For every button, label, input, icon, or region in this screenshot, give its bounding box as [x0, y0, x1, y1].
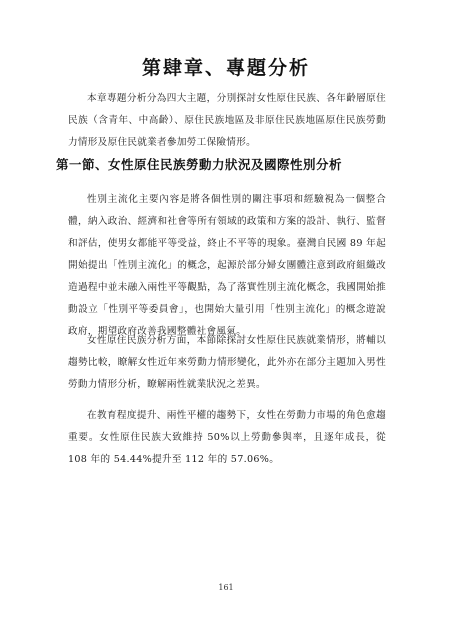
chapter-title: 第肆章、專題分析: [141, 57, 310, 79]
page-number: 161: [218, 583, 234, 592]
intro-paragraph: 本章專題分析分為四大主題，分別探討女性原住民族、各年齡層原住民族（含青年、中高齡）、原住民族地區及非原住民族地區原住民族勞動力情形及原住民就業者參加勞工保險情形。: [68, 93, 386, 148]
section-heading: 第一節、女性原住民族勞動力狀況及國際性別分析: [56, 157, 343, 172]
body-paragraph-2: 女性原住民族分析方面，本節除探討女性原住民族就業情形，將輔以趨勢比較，瞭解女性近年來勞動力情形變化，此外亦在部分主題加入男性勞動力情形分析，瞭解兩性就業狀況之差異。: [68, 335, 386, 390]
body-paragraph-1: 性別主流化主要內容是將各個性別的關注事項和經驗視為一個整合體，納入政治、經濟和社會等所有領域的政策和方案的設計、執行、監督和評估，使男女都能平等受益，終止不平等的現象。臺灣自民國 89 年起開始提出「性別主流化」的概念，起源於部分婦女團體注意到政府組織改造過程中並未融入兩性平等觀點，為了落實性別主流化概念，我國開始推動設立「性別平等委員會」，也開始大量引用「性別主流化」的概念遊說政府，期望政府改善我國整體社會風氣。: [68, 194, 386, 337]
body-paragraph-3: 在教育程度提升、兩性平權的趨勢下，女性在勞動力市場的角色愈趨重要。女性原住民族大致維持 50%以上勞動參與率，且逐年成長，從 108 年的 54.44%提升至 112 年的 57.06%。: [68, 410, 386, 465]
